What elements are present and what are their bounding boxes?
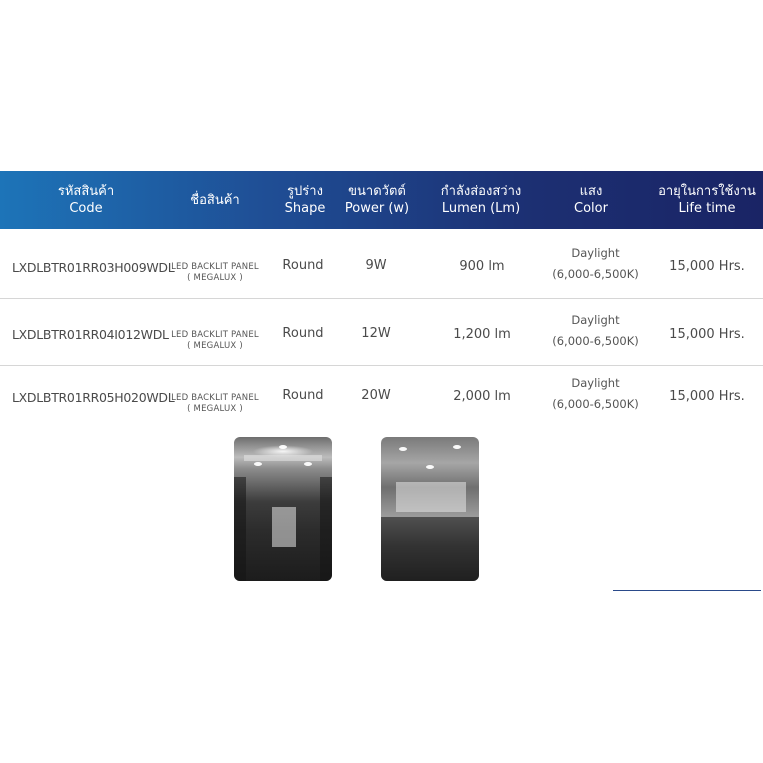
product-shape: Round bbox=[282, 326, 324, 341]
product-life: 15,000 Hrs. bbox=[669, 389, 745, 404]
header-shape bbox=[280, 183, 330, 217]
kitchen-cabinets bbox=[396, 482, 466, 512]
product-name-line1: LED BACKLIT PANEL bbox=[171, 262, 259, 272]
kitchen-floor bbox=[381, 517, 479, 581]
table-header bbox=[0, 171, 763, 229]
product-color-line1: Daylight bbox=[571, 376, 620, 390]
header-lumen-th: กำลังส่องสว่าง bbox=[440, 184, 522, 199]
header-code-th: รหัสสินค้า bbox=[57, 184, 115, 199]
header-shape-en: Shape bbox=[284, 201, 326, 216]
product-color-line2: (6,000-6,500K) bbox=[552, 397, 639, 411]
product-color-line2: (6,000-6,500K) bbox=[552, 267, 639, 281]
product-color-line2: (6,000-6,500K) bbox=[552, 334, 639, 348]
header-lumen-en: Lumen (Lm) bbox=[441, 201, 521, 216]
header-power bbox=[344, 183, 410, 217]
header-power-th: ขนาดวัตต์ bbox=[348, 184, 406, 199]
product-power: 12W bbox=[361, 326, 391, 341]
header-shape-th: รูปร่าง bbox=[287, 184, 323, 199]
product-name-line1: LED BACKLIT PANEL bbox=[171, 393, 259, 403]
product-power: 20W bbox=[361, 388, 391, 403]
header-color-en: Color bbox=[574, 201, 608, 216]
product-name-line1: LED BACKLIT PANEL bbox=[171, 330, 259, 340]
header-power-en: Power (w) bbox=[344, 201, 410, 216]
kitchen-photo bbox=[381, 437, 479, 581]
product-color bbox=[548, 310, 643, 352]
product-color bbox=[548, 373, 643, 415]
ceiling-light bbox=[453, 445, 461, 449]
header-code-en: Code bbox=[69, 201, 103, 216]
table-row bbox=[0, 366, 763, 426]
product-lumen: 2,000 lm bbox=[453, 389, 511, 404]
product-name-line2: ( MEGALUX ) bbox=[187, 404, 243, 414]
header-lumen bbox=[436, 183, 526, 217]
product-name bbox=[170, 262, 260, 284]
product-name-line2: ( MEGALUX ) bbox=[187, 273, 243, 283]
ceiling-light bbox=[254, 462, 262, 466]
table-row bbox=[0, 299, 763, 365]
product-color-line1: Daylight bbox=[571, 313, 620, 327]
product-shape: Round bbox=[282, 258, 324, 273]
decorative-line bbox=[613, 590, 761, 591]
product-code: LXDLBTR01RR05H020WDL bbox=[12, 390, 175, 405]
table-row bbox=[0, 229, 763, 299]
ceiling-light bbox=[399, 447, 407, 451]
product-life: 15,000 Hrs. bbox=[669, 327, 745, 342]
header-life-en: Life time bbox=[678, 201, 736, 216]
header-color-th: แสง bbox=[579, 184, 603, 199]
product-life: 15,000 Hrs. bbox=[669, 259, 745, 274]
living-room-photo bbox=[234, 437, 332, 581]
ceiling-light bbox=[279, 445, 287, 449]
product-lumen: 900 lm bbox=[459, 259, 505, 274]
product-code: LXDLBTR01RR03H009WDL bbox=[12, 260, 175, 275]
header-name bbox=[180, 192, 250, 209]
product-shape: Round bbox=[282, 388, 324, 403]
product-lumen: 1,200 lm bbox=[453, 327, 511, 342]
header-life bbox=[658, 183, 756, 217]
ceiling-light bbox=[426, 465, 434, 469]
ceiling-light bbox=[304, 462, 312, 466]
wall-shadow bbox=[320, 477, 332, 581]
header-code bbox=[56, 183, 116, 217]
product-code: LXDLBTR01RR04I012WDL bbox=[12, 327, 169, 342]
header-life-th: อายุในการใช้งาน bbox=[658, 184, 756, 199]
product-name bbox=[170, 393, 260, 415]
header-color bbox=[565, 183, 617, 217]
product-name bbox=[170, 330, 260, 352]
header-name-th: ชื่อสินค้า bbox=[190, 193, 240, 208]
furniture bbox=[272, 507, 296, 547]
wall-shadow bbox=[234, 477, 246, 581]
product-name-line2: ( MEGALUX ) bbox=[187, 341, 243, 351]
ceiling-cove bbox=[244, 455, 322, 461]
product-power: 9W bbox=[365, 258, 387, 273]
product-color bbox=[548, 243, 643, 285]
product-color-line1: Daylight bbox=[571, 246, 620, 260]
